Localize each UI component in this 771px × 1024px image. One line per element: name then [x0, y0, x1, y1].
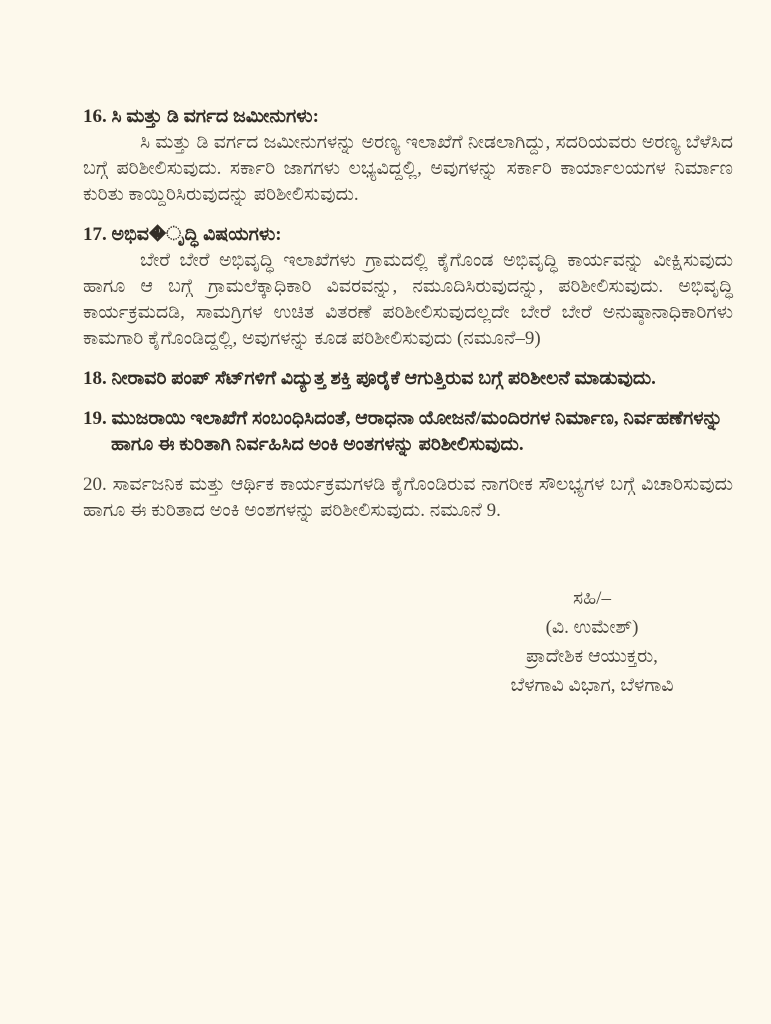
section-19	[83, 406, 733, 458]
section-20	[83, 472, 733, 524]
section-19-body: ಮುಜರಾಯಿ ಇಲಾಖೆಗೆ ಸಂಬಂಧಿಸಿದಂತೆ, ಆರಾಧನಾ ಯೋಜನೆ/ಮಂದಿರಗಳ ನಿರ್ಮಾಣ, ನಿರ್ವಹಣೆಗಳನ್ನು ಹಾಗೂ ಈ ಕುರಿತಾಗಿ ನಿರ್ವಹಿಸಿದ ಅಂಕಿ ಅಂತಗಳನ್ನು ಪರಿಶೀಲಿಸುವುದು.	[111, 408, 723, 455]
section-20-number: 20.	[83, 474, 107, 495]
section-18-body: ನೀರಾವರಿ ಪಂಪ್ ಸೆಟ್‌ಗಳಿಗೆ ವಿದ್ಯುತ್ತ ಶಕ್ತಿ ಪೂರೈಕೆ ಆಗುತ್ತಿರುವ ಬಗ್ಗೆ ಪರಿಶೀಲನೆ ಮಾಡುವುದು.	[111, 368, 656, 389]
section-16-number: 16.	[83, 106, 107, 127]
section-16	[83, 104, 733, 208]
signature-block	[452, 584, 732, 700]
section-17-heading	[83, 222, 733, 248]
section-16-heading	[83, 104, 733, 130]
section-17-title: ಅಭಿವ�ೃದ್ಧಿ ವಿಷಯಗಳು:	[111, 224, 282, 245]
section-20-body: ಸಾರ್ವಜನಿಕ ಮತ್ತು ಆರ್ಥಿಕ ಕಾರ್ಯಕ್ರಮಗಳಡಿ ಕೈಗೊಂಡಿರುವ ನಾಗರೀಕ ಸೌಲಭ್ಯಗಳ ಬಗ್ಗೆ ವಿಚಾರಿಸುವುದು ಹಾಗೂ ಈ ಕುರಿತಾದ ಅಂಕಿ ಅಂಶಗಳನ್ನು ಪರಿಶೀಲಿಸುವುದು. ನಮೂನೆ 9.	[83, 474, 733, 521]
section-17	[83, 222, 733, 352]
section-16-title: ಸಿ ಮತ್ತು ಡಿ ವರ್ಗದ ಜಮೀನುಗಳು:	[111, 106, 319, 127]
document-body	[83, 104, 733, 538]
section-16-text: ಸಿ ಮತ್ತು ಡಿ ವರ್ಗದ ಜಮೀನುಗಳನ್ನು ಅರಣ್ಯ ಇಲಾಖೆಗೆ ನೀಡಲಾಗಿದ್ದು, ಸದರಿಯವರು ಅರಣ್ಯ ಬೆಳೆಸಿದ ಬಗ್ಗೆ ಪರಿಶೀಲಿಸುವುದು. ಸರ್ಕಾರಿ ಜಾಗಗಳು ಲಭ್ಯವಿದ್ದಲ್ಲಿ, ಅವುಗಳನ್ನು ಸರ್ಕಾರಿ ಕಾರ್ಯಾಲಯಗಳ ನಿರ್ಮಾಣ ಕುರಿತು ಕಾಯ್ದಿರಿಸಿರುವುದನ್ನು ಪರಿಶೀಲಿಸುವುದು.	[83, 132, 733, 205]
section-19-number: 19.	[83, 408, 107, 429]
section-18-text	[83, 366, 733, 392]
section-20-text	[83, 472, 733, 524]
section-18	[83, 366, 733, 392]
signature-designation-line: ಪ್ರಾದೇಶಿಕ ಆಯುಕ್ತರು,	[526, 646, 658, 667]
signature-division-line: ಬೆಳಗಾವಿ ವಿಭಾಗ, ಬೆಳಗಾವಿ	[510, 675, 674, 696]
signature-sahi-line: ಸಹಿ/–	[573, 588, 611, 609]
section-19-text	[83, 406, 733, 458]
section-17-number: 17.	[83, 224, 107, 245]
section-18-number: 18.	[83, 368, 107, 389]
section-17-text: ಬೇರೆ ಬೇರೆ ಅಭಿವೃದ್ಧಿ ಇಲಾಖೆಗಳು ಗ್ರಾಮದಲ್ಲಿ ಕೈಗೊಂಡ ಅಭಿವೃದ್ಧಿ ಕಾರ್ಯವನ್ನು ವೀಕ್ಷಿಸುವುದು ಹಾಗೂ ಆ ಬಗ್ಗೆ ಗ್ರಾಮಲೆಕ್ಕಾಧಿಕಾರಿ ವಿವರವನ್ನು, ನಮೂದಿಸಿರುವುದನ್ನು, ಪರಿಶೀಲಿಸುವುದು. ಅಭಿವೃದ್ಧಿ ಕಾರ್ಯಕ್ರಮದಡಿ, ಸಾಮಗ್ರಿಗಳ ಉಚಿತ ವಿತರಣೆ ಪರಿಶೀಲಿಸುವುದಲ್ಲದೇ ಬೇರೆ ಬೇರೆ ಅನುಷ್ಠಾನಾಧಿಕಾರಿಗಳು ಕಾಮಗಾರಿ ಕೈಗೊಂಡಿದ್ದಲ್ಲಿ, ಅವುಗಳನ್ನು ಕೂಡ ಪರಿಶೀಲಿಸುವುದು (ನಮೂನೆ–9)	[83, 250, 733, 349]
signature-name-line: (ವಿ. ಉಮೇಶ್)	[545, 617, 639, 638]
